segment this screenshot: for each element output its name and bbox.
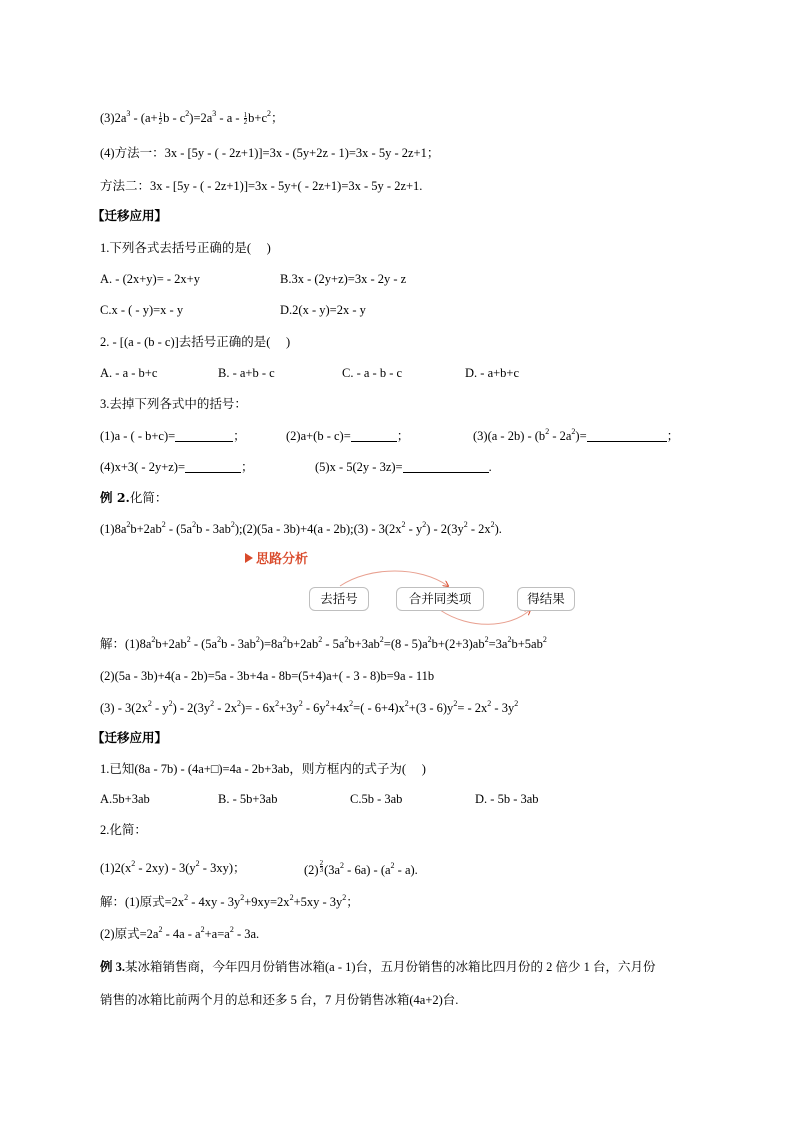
step-remove-brackets: 去括号 <box>309 587 369 611</box>
option-b: B. - a+b - c <box>218 366 275 380</box>
q3-item-2: (2)a+(b - c)= ； <box>286 429 410 443</box>
practice-2-item-1: $(1)2(x^2 - 2xy) - 3(y^2 - 3xy)$； <box>100 859 246 875</box>
example-2-solution-3: $(3) - 3(2x^2 - y^2) - 2(3y^2 - 2x^2)= - 6x^2+3y^2 - 6y^2+4x^2=( - 6+4)x^2+(3 - 6)y^2= - 2x^2 - 3y^2$ <box>100 699 519 715</box>
question-2: 2. - [(a - (b - c)]去括号正确的是( ) <box>100 335 291 349</box>
example-2-solution-1: 解：$(1)8a^2b+2ab^2 - (5a^2b - 3ab^2)=8a^2b+2ab^2 - 5a^2b+3ab^2=(8 - 5)a^2b+(2+3)ab^2=3a^2b+5ab^2$ <box>100 635 547 651</box>
arrow-1 <box>340 571 448 586</box>
practice-2-solution-1: 解：(1)原式$=2x^2 - 4xy - 3y^2+9xy=2x^2+5xy - 3y^2$； <box>100 893 359 909</box>
practice-2-solution-2: (2)原式$=2a^2 - 4a - a^2+a=a^2 - 3a$. <box>100 925 260 941</box>
option-a: A. - a - b+c <box>100 366 158 380</box>
fraction: $\frac{1}{2}$ <box>243 111 248 126</box>
fraction: $\frac{2}{3}$ <box>319 859 324 874</box>
analysis-title: 思路分析 <box>245 548 308 567</box>
solution-line-4-method1: (4)方法一：3x - [5y - ( - 2z+1)]=3x - (5y+2z - 1)=3x - 5y - 2z+1； <box>100 146 440 160</box>
option-a: A.5b+3ab <box>100 792 150 806</box>
option-b: B. - 5b+3ab <box>218 792 278 806</box>
example-3-line-1: 例 3.某冰箱销售商，今年四月份销售冰箱(a - 1)台，五月份销售的冰箱比四月份的 2 倍少 1 台，六月份 <box>100 960 656 974</box>
option-c: C.5b - 3ab <box>350 792 403 806</box>
question-1: 1.下列各式去括号正确的是( ) <box>100 241 271 255</box>
example-2-solution-2: (2)(5a - 3b)+4(a - 2b)=5a - 3b+4a - 8b=(5+4)a+( - 3 - 8)b=9a - 11b <box>100 669 435 683</box>
option-d: D.2(x - y)=2x - y <box>280 303 366 317</box>
option-a: A. - (2x+y)= - 2x+y <box>100 272 200 286</box>
option-d: D. - 5b - 3ab <box>475 792 539 806</box>
solution-line-3: $(3)2a^3 - (a+$ $\frac{1}{2}$ $b - c^2)=2a^3 - a$ - $\frac{1}{2}$ $b+c^2$； <box>100 109 284 126</box>
solution-line-4-method2: 方法二：3x - [5y - ( - 2z+1)]=3x - 5y+( - 2z+1)=3x - 5y - 2z+1. <box>100 179 423 193</box>
q3-item-5: (5)x - 5(2y - 3z)= . <box>315 460 492 474</box>
example-3-line-2: 销售的冰箱比前两个月的总和还多 5 台，7 月份销售冰箱(4a+2)台. <box>100 993 459 1007</box>
example-2: 例 2.化简： <box>100 490 168 505</box>
q3-item-4: (4)x+3( - 2y+z)= ； <box>100 460 254 474</box>
practice-1: 1.已知(8a - 7b) - (4a+□)=4a - 2b+3ab，则方框内的式子为( ) <box>100 762 426 776</box>
step-combine-like-terms: 合并同类项 <box>396 587 484 611</box>
option-c: C.x - ( - y)=x - y <box>100 303 184 317</box>
step-get-result: 得结果 <box>517 587 575 611</box>
example-2-question: $(1)8a^2b+2ab^2 - (5a^2b$ - $3ab^2);(2)(5a - 3b)+4(a$ - 2b);(3) - $3(2x^2 - y^2) - 2(3y^2 - 2x^2)$. <box>100 520 502 536</box>
option-c: C. - a - b - c <box>342 366 403 380</box>
practice-2-item-2: (2) $\frac{2}{3}$ $(3a^2 - 6a) - (a^2 - a)$. <box>304 859 418 877</box>
arrow-2 <box>440 610 530 624</box>
section-heading: 【迁移应用】 <box>92 730 168 745</box>
q3-item-1: (1)a - ( - b+c)= ； <box>100 429 246 443</box>
fraction: $\frac{1}{2}$ <box>158 111 163 126</box>
question-3: 3.去掉下列各式中的括号： <box>100 397 247 411</box>
section-heading: 【迁移应用】 <box>92 208 168 223</box>
q3-item-3: $(3)(a - 2b) - (b^2 - 2a^2)=$ ； <box>473 427 680 443</box>
option-d: D. - a+b+c <box>465 366 520 380</box>
option-b: B.3x - (2y+z)=3x - 2y - z <box>280 272 407 286</box>
practice-2: 2.化简： <box>100 823 147 837</box>
